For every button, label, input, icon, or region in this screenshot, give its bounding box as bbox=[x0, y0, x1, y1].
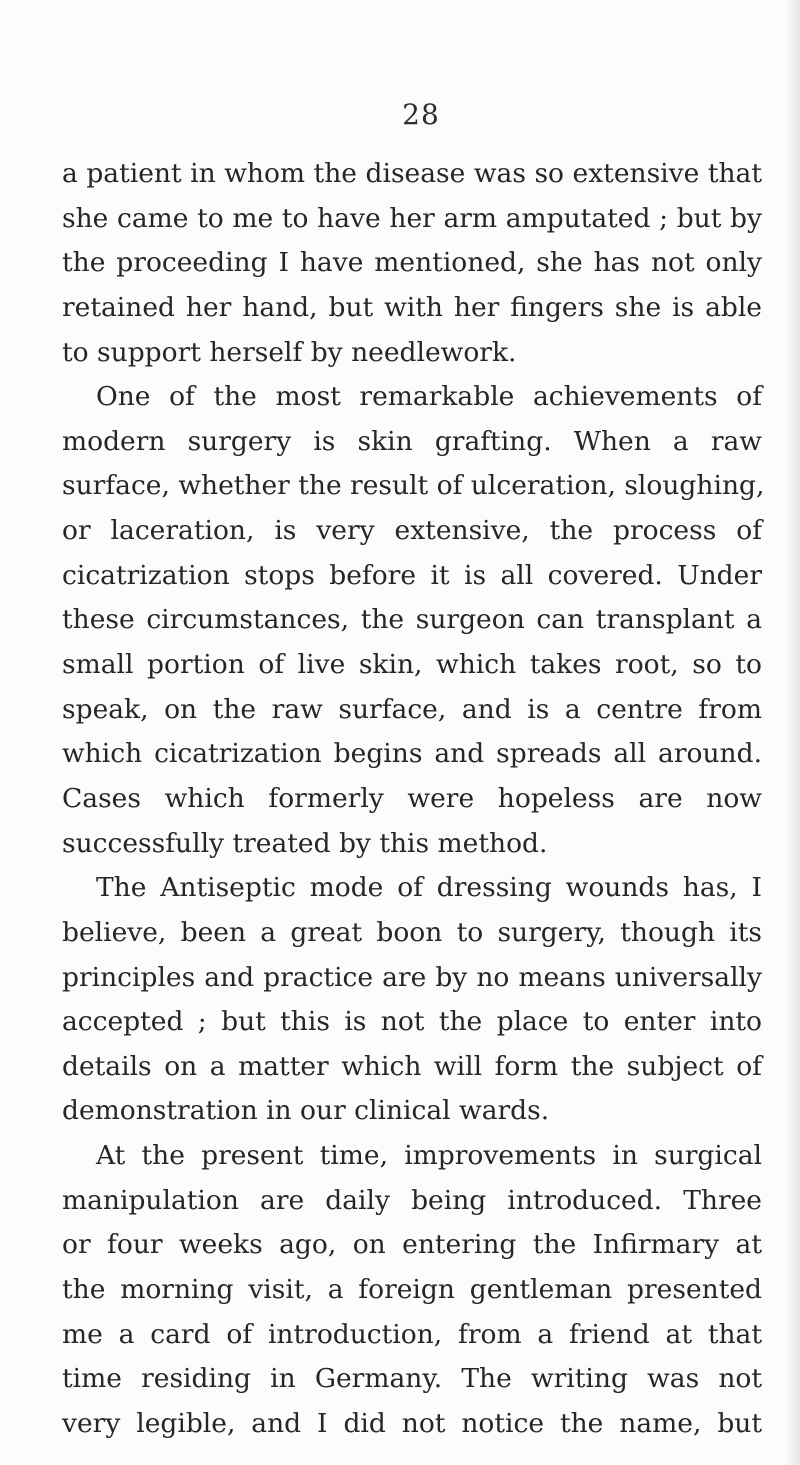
text-line: she came to me to have her arm amputated ; but by bbox=[62, 202, 762, 234]
text-line: demonstration in our clinical wards. bbox=[62, 1095, 550, 1127]
text-line: accepted ; but this is not the place to enter into bbox=[62, 1006, 762, 1038]
text-line: which cicatrization begins and spreads all around. bbox=[62, 738, 762, 770]
text-line: speak, on the raw surface, and is a centre from bbox=[62, 693, 762, 725]
text-line: these circumstances, the surgeon can transplant a bbox=[62, 604, 762, 636]
text-line: cicatrization stops before it is all covered. Under bbox=[62, 559, 762, 591]
text-line: or laceration, is very extensive, the process of bbox=[62, 515, 762, 547]
text-line: very legible, and I did not notice the name, but bbox=[62, 1407, 762, 1439]
text-line: Cases which formerly were hopeless are now bbox=[62, 782, 762, 814]
text-line: At the present time, improvements in surgical bbox=[96, 1140, 762, 1172]
text-line: to support herself by needlework. bbox=[62, 336, 517, 368]
text-line: details on a matter which will form the subject of bbox=[62, 1050, 762, 1082]
text-line: principles and practice are by no means universally bbox=[62, 961, 762, 993]
text-line: the proceeding I have mentioned, she has not only bbox=[62, 247, 762, 279]
text-line: One of the most remarkable achievements of bbox=[96, 381, 762, 413]
text-line: manipulation are daily being introduced. Three bbox=[62, 1184, 762, 1216]
text-line: a patient in whom the disease was so extensive that bbox=[62, 158, 762, 189]
text-line: small portion of live skin, which takes root, so to bbox=[62, 649, 762, 681]
text-line: The Antiseptic mode of dressing wounds has, I bbox=[96, 872, 762, 904]
text-line: surface, whether the result of ulceration, sloughing, bbox=[62, 470, 765, 502]
text-line: successfully treated by this method. bbox=[62, 827, 548, 859]
text-line: or four weeks ago, on entering the Infirmary at bbox=[62, 1229, 762, 1261]
text-line: time residing in Germany. The writing was not bbox=[62, 1363, 762, 1395]
text-line: me a card of introduction, from a friend at that bbox=[62, 1318, 762, 1350]
page-number: 28 bbox=[402, 98, 440, 131]
text-line: modern surgery is skin grafting. When a raw bbox=[62, 425, 762, 457]
page-edge-shading bbox=[786, 0, 800, 1465]
text-line: retained her hand, but with her fingers she is able bbox=[62, 291, 762, 323]
page-text bbox=[62, 152, 765, 1447]
text-line: believe, been a great boon to surgery, though its bbox=[62, 916, 762, 948]
text-line: the morning visit, a foreign gentleman presented bbox=[62, 1274, 762, 1306]
